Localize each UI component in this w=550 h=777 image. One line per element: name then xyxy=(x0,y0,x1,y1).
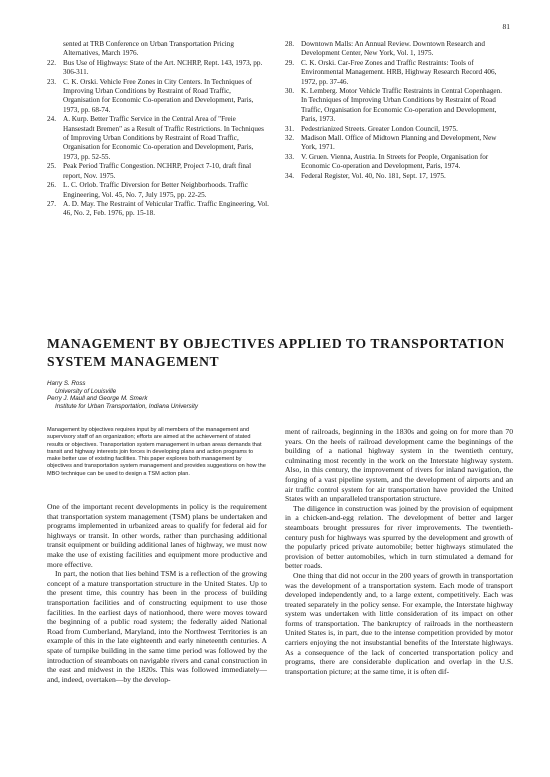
author-affiliation: Institute for Urban Transportation, Indiana University xyxy=(55,402,198,410)
reference-item xyxy=(47,115,269,162)
author-name: Harry S. Ross xyxy=(47,380,86,387)
reference-number: 32. xyxy=(285,134,294,143)
article-title: MANAGEMENT BY OBJECTIVES APPLIED TO TRANSPORTATION SYSTEM MANAGEMENT xyxy=(47,336,505,369)
reference-item xyxy=(285,125,507,134)
body-paragraph: In part, the notion that lies behind TSM is a reflection of the growing concept of a mature transportation structure in the United States. Up to the present time, this country has been in the process of building transportation facilities and of constructing equipment to use those facilities. In the earliest days of nationhood, there were moves toward the beginning of a public road system; the federally aided National Road from Cumberland, Maryland, into the Northwest Territories is an example of this in the late eighteenth and early nineteenth centuries. A spate of turnpike building in the same time period was followed by the introduction of steamboats on navigable rivers and canal construction in the east and midwest in the 1820s. This was followed immediately—and, indeed, overtaken—by the develop- xyxy=(47,569,267,684)
reference-number: 23. xyxy=(47,77,56,86)
reference-text: K. Lemberg. Motor Vehicle Traffic Restraints in Central Copenhagen. In Techniques of Improving Urban Conditions by Restraint of Road Traffic, Organisation for Economic Co-operation and Development, Paris, 1973. xyxy=(301,87,503,124)
author-name: Perry J. Maull and George M. Smerk xyxy=(47,395,148,403)
reference-item xyxy=(285,40,507,59)
page-number: 81 xyxy=(502,22,510,31)
reference-item xyxy=(47,78,269,116)
reference-text: Federal Register, Vol. 40, No. 181, Sept. 17, 1975. xyxy=(301,171,446,180)
reference-text: Peak Period Traffic Congestion. NCHRP, Project 7-10, draft final report, Nov. 1975. xyxy=(63,162,252,180)
reference-item xyxy=(47,181,269,200)
body-paragraph: One of the important recent developments in policy is the requirement that transportation system management (TSM) plans be undertaken and programs implemented in urbanized areas to qualify for federal aid for highways or transit. In other words, rather than purchasing additional transit equipment or building additional lanes of highway, we must now make the use of existing facilities and equipment more productive and more effective. xyxy=(47,502,267,569)
body-paragraph: ment of railroads, beginning in the 1830s and going on for more than 70 years. On the heels of railroad development came the beginnings of the building of a national highway system in the twentieth century, culminating most recently in the work on the Interstate highway system. Also, in this century, the improvement of rivers for inland navigation, the forging of a vast pipeline system, and the development of airports and an air traffic control system for air transportation have provided the United States with an unparalleled transportation structure. xyxy=(285,427,513,504)
reference-text: V. Gruen. Vienna, Austria. In Streets for People, Organisation for Economic Co-operation and Development, Paris, 1974. xyxy=(301,152,489,171)
body-paragraph: One thing that did not occur in the 200 years of growth in transportation was the development of a transportation system. Each mode of transport developed independently and, to a large extent, competitively. Each was treated separately in the policy sense. For example, the Interstate highway system was undertaken with little consideration of its impact on other forms of transportation. The bankruptcy of railroads in the northeastern United States is, in part, due to the intense competition provided by motor carriers enjoying the not insubstantial benefits of the Interstate highways. As a consequence of the lack of concerted transportation policy and programs, there are considerable duplication and overlap in the U.S. transportation picture; at the same time, it is often dif- xyxy=(285,570,513,676)
reference-number: 24. xyxy=(47,115,56,124)
byline xyxy=(47,380,198,410)
reference-number: 22. xyxy=(47,58,56,67)
reference-number: 31. xyxy=(285,124,294,133)
reference-item xyxy=(285,134,507,153)
reference-number: 25. xyxy=(47,162,56,171)
reference-number: 28. xyxy=(285,40,294,48)
reference-text: L. C. Orlob. Traffic Diversion for Better Neighborhoods. Traffic Engineering, Vol. 45, No. 7, July 1975, pp. 22-25. xyxy=(63,181,248,199)
reference-text: C. K. Orski. Car-Free Zones and Traffic Restraints: Tools of Environmental Management. HRB, Highway Research Record 406, 1972, pp. 37-46. xyxy=(301,58,497,86)
body-left-column xyxy=(47,502,267,684)
reference-number: 27. xyxy=(47,199,56,208)
reference-text: Bus Use of Highways: State of the Art. NCHRP, Rept. 143, 1973, pp. 306-311. xyxy=(63,58,263,77)
reference-item xyxy=(47,162,269,181)
reference-item xyxy=(47,59,269,78)
abstract: Management by objectives requires input by all members of the management and supervisory staff of an organization; efforts are aimed at the achievement of stated results or objectives. Transportation system management in urban areas demands that transit and highway interests join forces in developing plans and action programs to make better use of existing facilities. This paper explores both management by objectives and transportation system management and provides suggestions on how the MBO technique can be used to design a TSM action plan. xyxy=(47,427,266,477)
reference-item xyxy=(285,59,507,87)
reference-item xyxy=(47,200,269,219)
reference-number: 34. xyxy=(285,171,294,180)
reference-text: A. Kurp. Better Traffic Service in the Central Area of "Freie Hansestadt Bremen" as a Result of Traffic Restrictions. In Techniques of Improving Urban Conditions by Restraint of Road Traffic, Organisation for Economic Co-operation and Development, Paris, 1973, pp. 52-55. xyxy=(63,115,264,161)
reference-text: sented at TRB Conference on Urban Transportation Pricing Alternatives, March 1976. xyxy=(63,40,234,58)
author-affiliation: University of Louisville xyxy=(55,387,117,395)
body-paragraph: The diligence in construction was joined by the provision of equipment in a chicken-and-egg relation. The development of better and larger steamboats brought pressures for river improvements. The twentieth-century push for highways was spurred by the development and growth of the popularly priced private automobile; better highways stimulated the provision of better automobiles, which in turn stimulated a demand for better roads. xyxy=(285,503,513,571)
reference-number: 26. xyxy=(47,181,56,190)
body-right-column xyxy=(285,427,513,676)
references-left-column xyxy=(47,40,269,219)
reference-text: A. D. May. The Restraint of Vehicular Traffic. Traffic Engineering, Vol. 46, No. 2, Feb. 1976, pp. 15-18. xyxy=(63,199,269,218)
reference-number: 29. xyxy=(285,58,294,67)
references-section xyxy=(47,40,507,219)
reference-text: C. K. Orski. Vehicle Free Zones in City Centers. In Techniques of Improving Urban Conditions by Restraint of Road Traffic, Organisation for Economic Co-operation and Development, Paris, 1973, pp. 68-74. xyxy=(63,77,254,114)
references-right-column xyxy=(285,40,507,219)
reference-item xyxy=(285,172,507,181)
reference-number: 30. xyxy=(285,87,294,96)
reference-number: 33. xyxy=(285,152,294,161)
reference-item xyxy=(285,153,507,172)
reference-number xyxy=(47,40,63,59)
reference-text: Downtown Malls: An Annual Review. Downtown Research and Development Center, New York, Vol. 1, 1975. xyxy=(301,40,485,58)
reference-text: Pedestrianized Streets. Greater London Council, 1975. xyxy=(301,124,458,133)
reference-text: Madison Mall. Office of Midtown Planning and Development, New York, 1971. xyxy=(301,134,497,152)
reference-item xyxy=(285,87,507,125)
reference-item xyxy=(47,40,269,59)
